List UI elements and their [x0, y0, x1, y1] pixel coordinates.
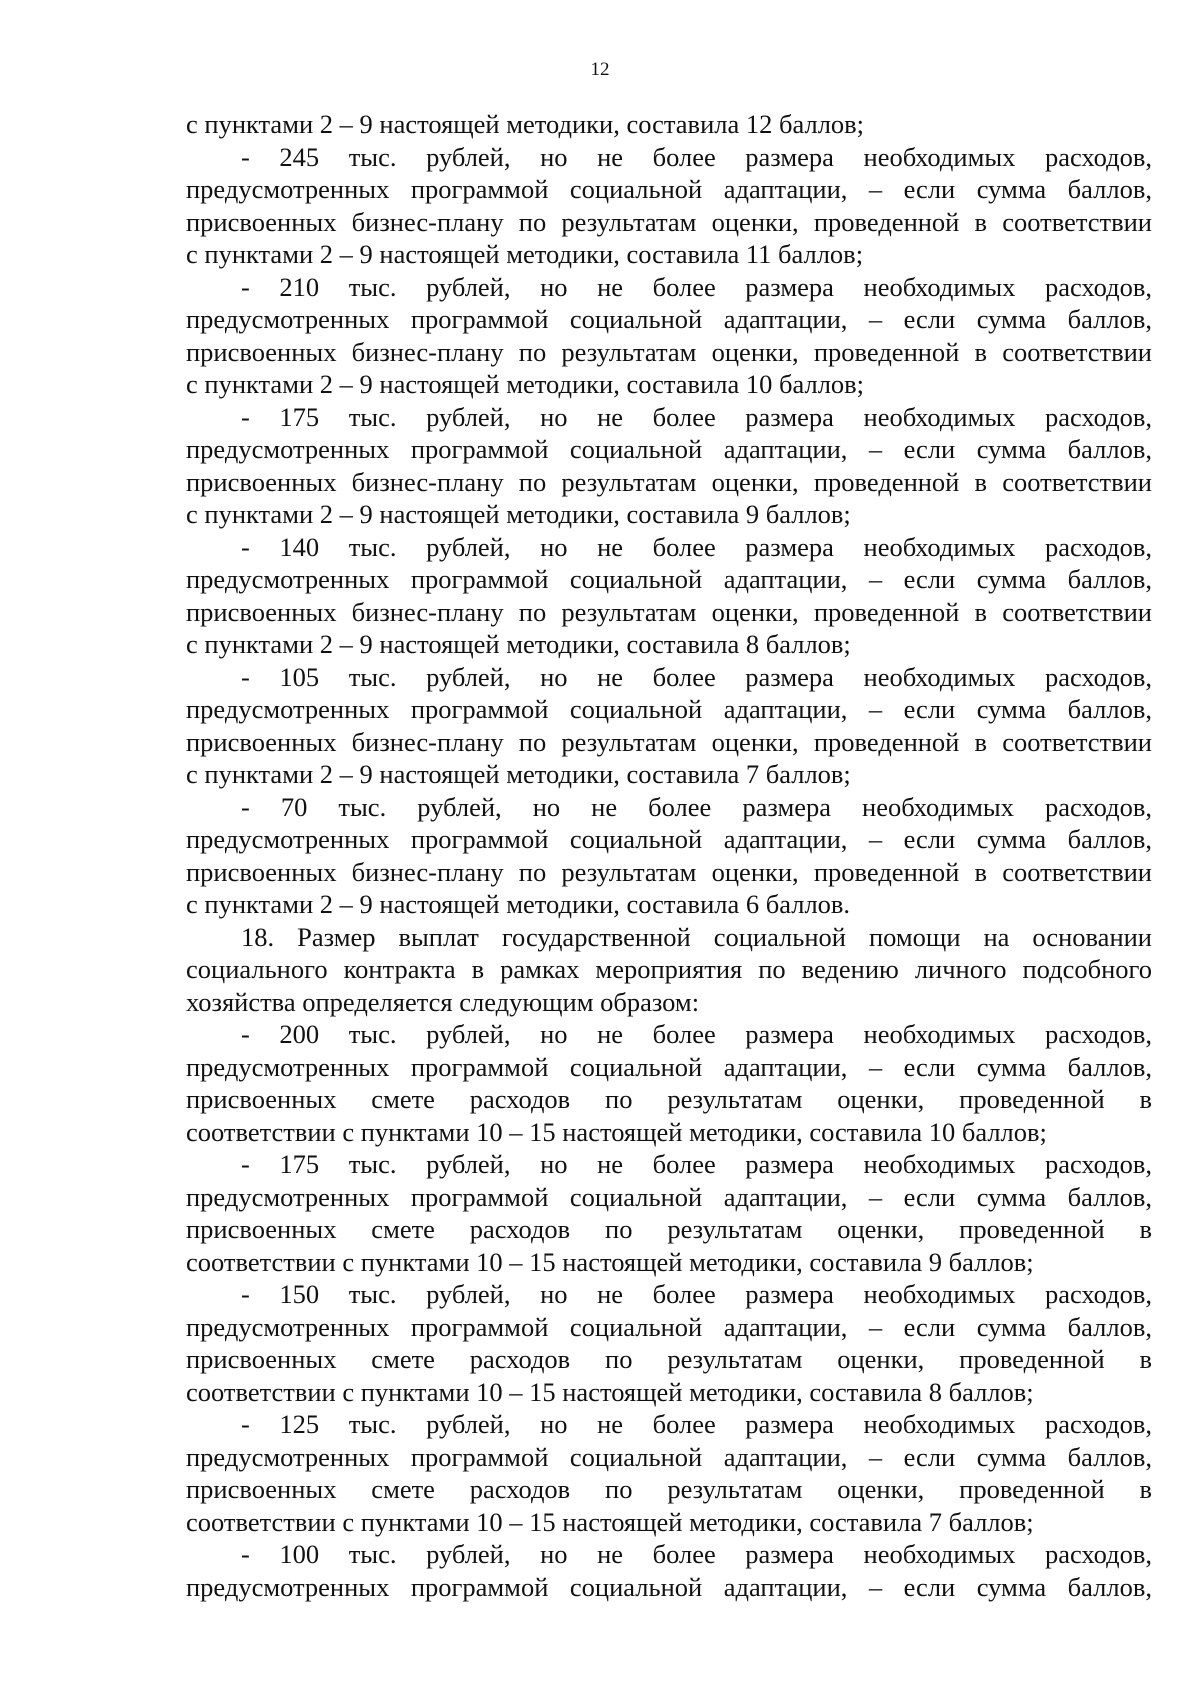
text-line: присвоенных бизнес-плану по результатам оценки, проведенной в соответствии	[186, 466, 1152, 497]
text-line: - 175 тыс. рублей, но не более размера необходимых расходов,	[241, 401, 1152, 432]
text-line: предусмотренных программой социальной адаптации, – если сумма баллов,	[186, 1181, 1152, 1212]
text-line: предусмотренных программой социальной адаптации, – если сумма баллов,	[186, 434, 1152, 464]
text-line: с пунктами 2 – 9 настоящей методики, составила 10 баллов;	[186, 369, 865, 399]
text-line: - 245 тыс. рублей, но не более размера необходимых расходов,	[241, 141, 1152, 172]
text-line: с пунктами 2 – 9 настоящей методики, составила 12 баллов;	[186, 109, 865, 139]
text-line: присвоенных смете расходов по результатам оценки, проведенной в	[186, 1344, 1152, 1374]
text-line: предусмотренных программой социальной адаптации, – если сумма баллов,	[186, 1571, 1152, 1602]
text-line: - 150 тыс. рублей, но не более размера необходимых расходов,	[241, 1279, 1152, 1309]
text-line: - 70 тыс. рублей, но не более размера необходимых расходов,	[241, 791, 1152, 822]
text-line: хозяйства определяется следующим образом:	[186, 986, 700, 1017]
text-line: присвоенных смете расходов по результатам оценки, проведенной в	[186, 1474, 1152, 1504]
text-line: - 210 тыс. рублей, но не более размера необходимых расходов,	[241, 271, 1152, 302]
text-line: предусмотренных программой социальной адаптации, – если сумма баллов,	[186, 824, 1152, 854]
text-line: 18. Размер выплат государственной социальной помощи на основании	[241, 921, 1152, 952]
text-line: присвоенных смете расходов по результатам оценки, проведенной в	[186, 1084, 1152, 1114]
text-line: с пунктами 2 – 9 настоящей методики, составила 9 баллов;	[186, 499, 851, 529]
text-line: соответствии с пунктами 10 – 15 настоящей методики, составила 10 баллов;	[186, 1116, 1047, 1147]
text-line: присвоенных бизнес-плану по результатам оценки, проведенной в соответствии	[186, 856, 1152, 887]
text-line: - 100 тыс. рублей, но не более размера необходимых расходов,	[241, 1539, 1152, 1569]
text-line: - 140 тыс. рублей, но не более размера необходимых расходов,	[241, 531, 1152, 562]
text-line: предусмотренных программой социальной адаптации, – если сумма баллов,	[186, 694, 1152, 724]
text-line: - 125 тыс. рублей, но не более размера необходимых расходов,	[241, 1409, 1152, 1439]
text-line: предусмотренных программой социальной адаптации, – если сумма баллов,	[186, 1441, 1152, 1472]
text-line: присвоенных бизнес-плану по результатам оценки, проведенной в соответствии	[186, 596, 1152, 627]
text-line: присвоенных бизнес-плану по результатам оценки, проведенной в соответствии	[186, 206, 1152, 237]
text-line: - 105 тыс. рублей, но не более размера необходимых расходов,	[241, 661, 1152, 692]
text-line: соответствии с пунктами 10 – 15 настоящей методики, составила 7 баллов;	[186, 1506, 1034, 1537]
page-number: 12	[590, 59, 610, 80]
text-line: присвоенных бизнес-плану по результатам оценки, проведенной в соответствии	[186, 336, 1152, 367]
text-line: - 200 тыс. рублей, но не более размера необходимых расходов,	[241, 1019, 1152, 1049]
text-line: - 175 тыс. рублей, но не более размера необходимых расходов,	[241, 1149, 1152, 1179]
text-line: предусмотренных программой социальной адаптации, – если сумма баллов,	[186, 564, 1152, 594]
text-line: с пунктами 2 – 9 настоящей методики, составила 7 баллов;	[186, 759, 851, 789]
text-line: соответствии с пунктами 10 – 15 настоящей методики, составила 8 баллов;	[186, 1376, 1034, 1407]
text-line: с пунктами 2 – 9 настоящей методики, составила 8 баллов;	[186, 629, 851, 659]
text-line: предусмотренных программой социальной адаптации, – если сумма баллов,	[186, 304, 1152, 334]
text-line: присвоенных смете расходов по результатам оценки, проведенной в	[186, 1214, 1152, 1244]
text-line: предусмотренных программой социальной адаптации, – если сумма баллов,	[186, 1051, 1152, 1082]
text-line: социального контракта в рамках мероприятия по ведению личного подсобного	[186, 954, 1152, 984]
text-line: с пунктами 2 – 9 настоящей методики, составила 11 баллов;	[186, 239, 864, 269]
text-line: предусмотренных программой социальной адаптации, – если сумма баллов,	[186, 174, 1152, 204]
text-line: предусмотренных программой социальной адаптации, – если сумма баллов,	[186, 1311, 1152, 1342]
text-line: соответствии с пунктами 10 – 15 настоящей методики, составила 9 баллов;	[186, 1246, 1034, 1277]
text-line: присвоенных бизнес-плану по результатам оценки, проведенной в соответствии	[186, 726, 1152, 757]
document-body	[186, 108, 1152, 1603]
text-line: с пунктами 2 – 9 настоящей методики, составила 6 баллов.	[186, 889, 851, 919]
